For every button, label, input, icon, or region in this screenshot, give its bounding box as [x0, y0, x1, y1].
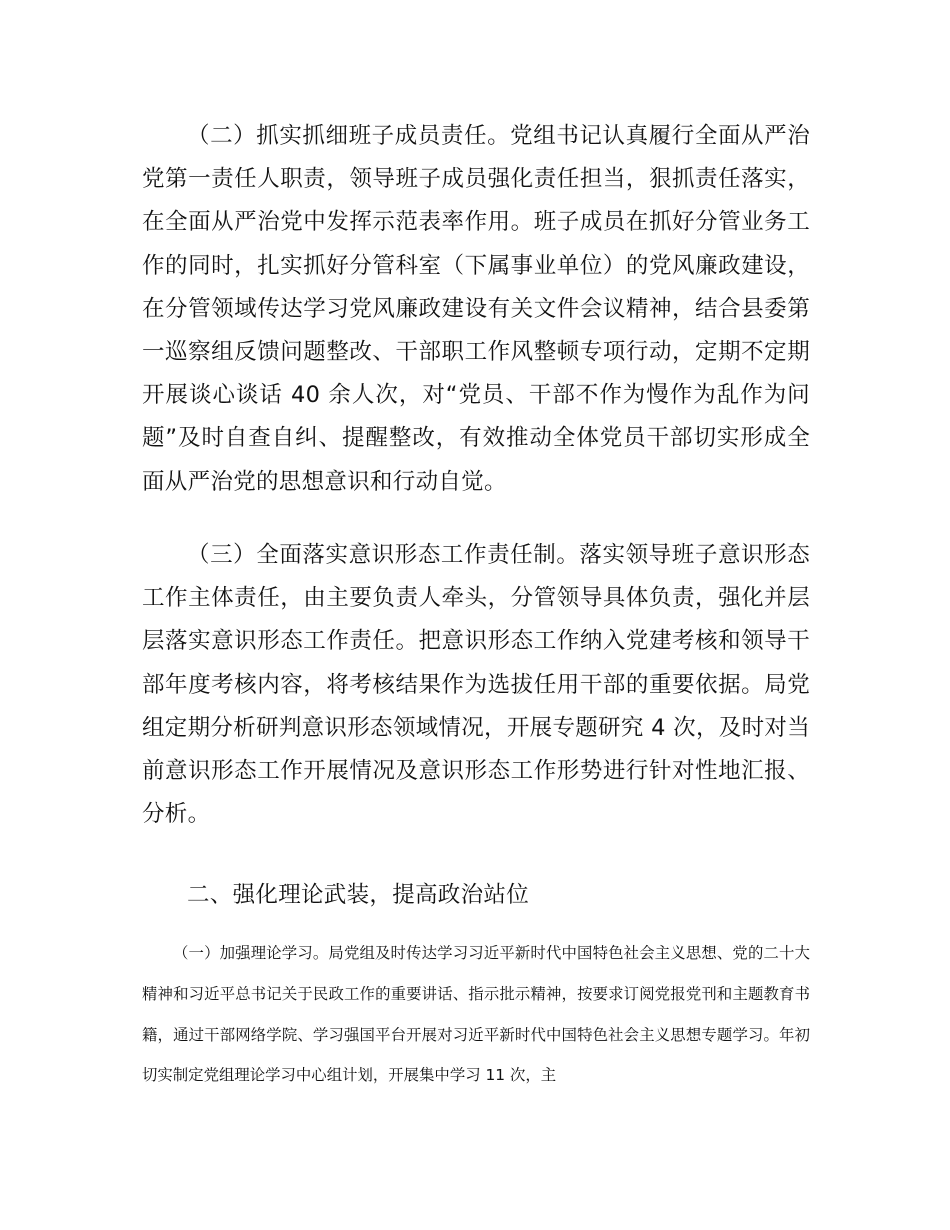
section-heading: 二、强化理论武装，提高政治站位	[187, 882, 530, 908]
paragraph-ideology: （三）全面落实意识形态工作责任制。落实领导班子意识形态工作主体责任，由主要负责人牵头，分管领导具体负责，强化并层层落实意识形态工作责任。把意识形态工作纳入党建考核和领导干部年度考核内容，将考核结果作为选拔任用干部的重要依据。局党组定期分析研判意识形态领域情况，开展专题研究 4 次，及时对当前意识形态工作开展情况及意识形态工作形势进行针对性地汇报、分析。	[142, 542, 810, 828]
paragraph-theory-study: （一）加强理论学习。局党组及时传达学习习近平新时代中国特色社会主义思想、党的二十大精神和习近平总书记关于民政工作的重要讲话、指示批示精神，按要求订阅党报党刊和主题教育书籍，通过干部网络学院、学习强国平台开展对习近平新时代中国特色社会主义思想专题学习。年初切实制定党组理论学习中心组计划，开展集中学习 11 次，主	[142, 944, 810, 1085]
paragraph-responsibility: （二）抓实抓细班子成员责任。党组书记认真履行全面从严治党第一责任人职责，领导班子成员强化责任担当，狠抓责任落实，在全面从严治党中发挥示范表率作用。班子成员在抓好分管业务工作的同时，扎实抓好分管科室（下属事业单位）的党风廉政建设，在分管领域传达学习党风廉政建设有关文件会议精神，结合县委第一巡察组反馈问题整改、干部职工作风整顿专项行动，定期不定期开展谈心谈话 40 余人次，对“党员、干部不作为慢作为乱作为问题”及时自查自纠、提醒整改，有效推动全体党员干部切实形成全面从严治党的思想意识和行动自觉。	[142, 123, 810, 495]
